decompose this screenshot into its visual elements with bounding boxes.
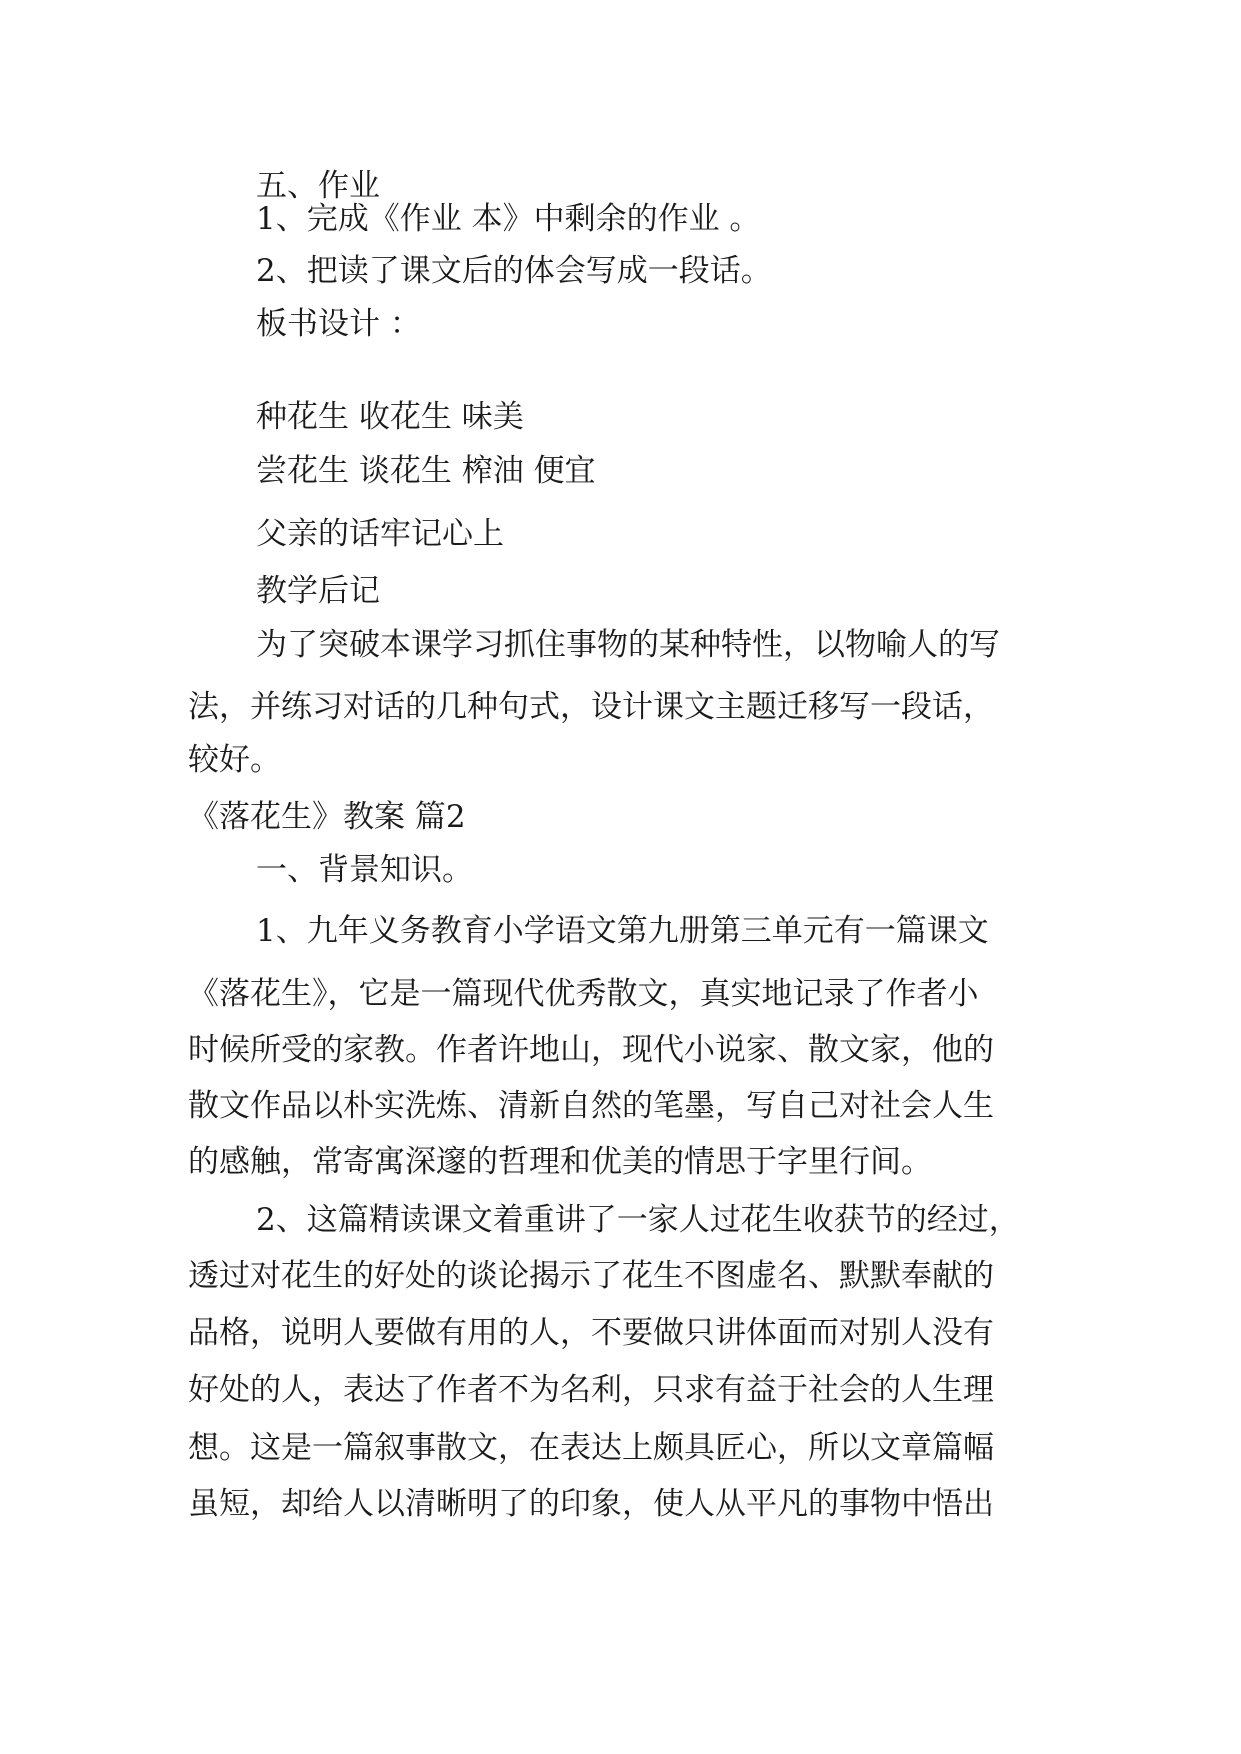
text-line: 板书设计 ： xyxy=(256,306,421,342)
text-line: 2、把读了课文后的体会写成一段话。 xyxy=(256,253,772,289)
text-line: 散文作品以朴实洗炼、清新自然的笔墨，写自己对社会人生 xyxy=(188,1088,994,1124)
text-line: 一、背景知识。 xyxy=(256,852,473,888)
text-line: 时候所受的家教。作者许地山，现代小说家、散文家，他的 xyxy=(188,1032,994,1068)
text-line: 父亲的话牢记心上 xyxy=(256,516,504,552)
text-line: 种花生 收花生 味美 xyxy=(256,399,524,435)
text-line: 1、完成《作业 本》中剩余的作业 。 xyxy=(256,201,761,237)
text-line: 2、这篇精读课文着重讲了一家人过花生收获节的经过， xyxy=(256,1202,1020,1238)
text-line: 《落花生》，它是一篇现代优秀散文，真实地记录了作者小 xyxy=(188,976,979,1012)
text-line: 1、九年义务教育小学语文第九册第三单元有一篇课文 xyxy=(256,913,989,949)
text-line: 品格，说明人要做有用的人，不要做只讲体面而对别人没有 xyxy=(188,1315,994,1351)
text-line: 法，并练习对话的几种句式，设计课文主题迁移写一段话， xyxy=(188,689,994,725)
text-line: 透过对花生的好处的谈论揭示了花生不图虚名、默默奉献的 xyxy=(188,1258,994,1294)
text-line: 想。这是一篇叙事散文，在表达上颇具匠心，所以文章篇幅 xyxy=(188,1430,994,1466)
text-line: 五、作业 xyxy=(256,168,380,204)
text-line: 虽短，却给人以清晰明了的印象，使人从平凡的事物中悟出 xyxy=(188,1486,994,1522)
text-line: 教学后记 xyxy=(256,573,380,609)
text-line: 尝花生 谈花生 榨油 便宜 xyxy=(256,453,596,489)
text-line: 为了突破本课学习抓住事物的某种特性，以物喻人的写 xyxy=(256,627,1000,663)
text-line: 的感触，常寄寓深邃的哲理和优美的情思于字里行间。 xyxy=(188,1144,932,1180)
text-line: 好处的人，表达了作者不为名利，只求有益于社会的人生理 xyxy=(188,1372,994,1408)
section-heading: 《落花生》教案 篇2 xyxy=(188,799,466,835)
text-line: 较好。 xyxy=(188,742,281,778)
